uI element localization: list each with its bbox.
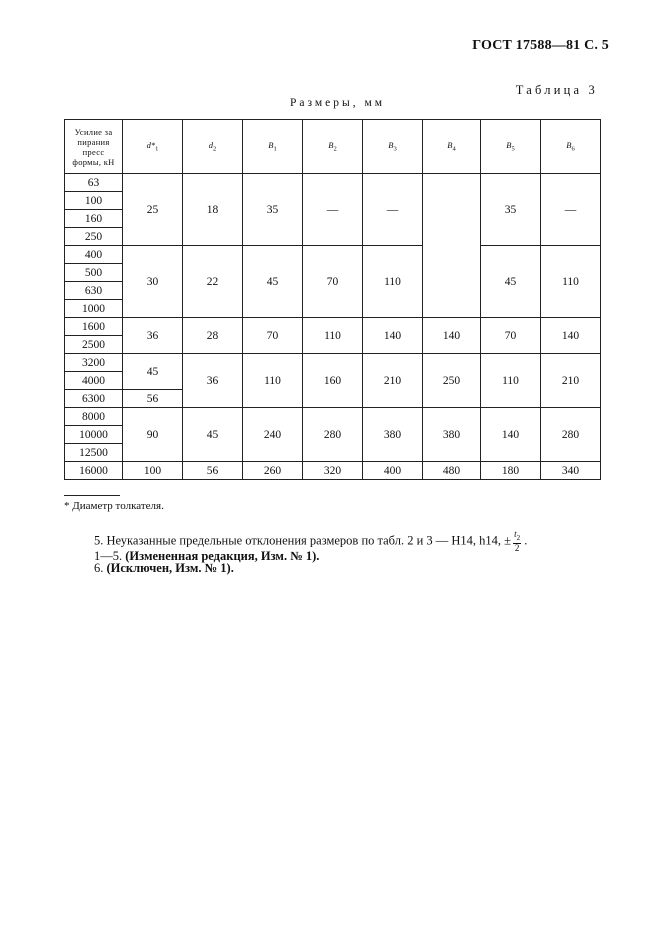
table-number: Таблица 3 [515, 83, 598, 97]
b2-cell: 70 [303, 246, 363, 318]
b6-cell: 210 [541, 354, 601, 408]
table-row [65, 354, 601, 372]
header-b4: $B_4$ [423, 120, 481, 174]
b1-cell: 45 [243, 246, 303, 318]
b4-cell: 480 [423, 462, 481, 480]
force-cell: 12500 [65, 444, 123, 462]
header-b2: $B_2$ [303, 120, 363, 174]
b2-cell: 280 [303, 408, 363, 462]
clause-5-text: 5. Неуказанные предельные отклонения размеров по табл. 2 и 3 — H14, h14, ± [94, 533, 512, 548]
force-cell: 400 [65, 246, 123, 264]
b1-cell: 260 [243, 462, 303, 480]
table-row [65, 174, 601, 192]
force-cell: 2500 [65, 336, 123, 354]
force-cell: 630 [65, 282, 123, 300]
table-row [65, 318, 601, 336]
b3-cell: 210 [363, 354, 423, 408]
b5-cell: 180 [481, 462, 541, 480]
b4-cell [423, 174, 481, 318]
dimensions-table [64, 119, 601, 480]
force-cell: 1000 [65, 300, 123, 318]
force-cell: 6300 [65, 390, 123, 408]
b1-cell: 240 [243, 408, 303, 462]
d1-cell: 90 [123, 408, 183, 462]
clause-5: 5. Неуказанные предельные отклонения размеров по табл. 2 и 3 — H14, h14, ± $\frac{t_2}{2}$ . [94, 529, 528, 553]
b4-cell: 140 [423, 318, 481, 354]
table-row [65, 462, 601, 480]
force-cell: 160 [65, 210, 123, 228]
b4-cell: 380 [423, 408, 481, 462]
b6-cell: 340 [541, 462, 601, 480]
b6-cell: — [541, 174, 601, 246]
b3-cell: 140 [363, 318, 423, 354]
force-cell: 4000 [65, 372, 123, 390]
d1-cell: 25 [123, 174, 183, 246]
b4-cell: 250 [423, 354, 481, 408]
header-b5: $B_5$ [481, 120, 541, 174]
b2-cell: — [303, 174, 363, 246]
tolerance-fraction: $\frac{t_2}{2}$ [514, 529, 521, 553]
amendment-line-1: 1—5. (Измененная редакция, Изм. № 1). [94, 549, 320, 563]
force-cell: 250 [65, 228, 123, 246]
d2-cell: 36 [183, 354, 243, 408]
header-b6: $B_6$ [541, 120, 601, 174]
units-caption: Размеры, мм [290, 97, 386, 109]
b1-cell: 70 [243, 318, 303, 354]
amendment-line-2: 6. (Исключен, Изм. № 1). [94, 561, 234, 575]
header-b1: $B_1$ [243, 120, 303, 174]
force-cell: 10000 [65, 426, 123, 444]
force-cell: 8000 [65, 408, 123, 426]
b5-cell: 110 [481, 354, 541, 408]
b3-cell: 400 [363, 462, 423, 480]
b6-cell: 110 [541, 246, 601, 318]
d1-cell: 100 [123, 462, 183, 480]
force-cell: 16000 [65, 462, 123, 480]
d2-cell: 28 [183, 318, 243, 354]
b6-cell: 280 [541, 408, 601, 462]
d1-cell: 30 [123, 246, 183, 318]
b6-cell: 140 [541, 318, 601, 354]
force-cell: 500 [65, 264, 123, 282]
b1-cell: 110 [243, 354, 303, 408]
force-cell: 63 [65, 174, 123, 192]
force-cell: 100 [65, 192, 123, 210]
table-row [65, 408, 601, 426]
d1-cell: 56 [123, 390, 183, 408]
table-row [65, 246, 601, 264]
footnote-divider [64, 495, 120, 496]
b3-cell: — [363, 174, 423, 246]
b2-cell: 160 [303, 354, 363, 408]
b5-cell: 35 [481, 174, 541, 246]
d1-cell: 36 [123, 318, 183, 354]
header-d2: $d_2$ [183, 120, 243, 174]
force-cell: 3200 [65, 354, 123, 372]
d1-cell: 45 [123, 354, 183, 390]
b1-cell: 35 [243, 174, 303, 246]
b5-cell: 70 [481, 318, 541, 354]
d2-cell: 56 [183, 462, 243, 480]
b3-cell: 110 [363, 246, 423, 318]
table-header-row [65, 120, 601, 174]
header-b3: $B_3$ [363, 120, 423, 174]
d2-cell: 22 [183, 246, 243, 318]
b3-cell: 380 [363, 408, 423, 462]
b2-cell: 110 [303, 318, 363, 354]
b5-cell: 140 [481, 408, 541, 462]
header-force: Усилие за пирания пресс формы, кН [65, 120, 123, 174]
b5-cell: 45 [481, 246, 541, 318]
b2-cell: 320 [303, 462, 363, 480]
d2-cell: 45 [183, 408, 243, 462]
header-d1: $d*_1$ [123, 120, 183, 174]
d2-cell: 18 [183, 174, 243, 246]
footnote: * Диаметр толкателя. [64, 500, 164, 512]
force-cell: 1600 [65, 318, 123, 336]
page-header: ГОСТ 17588—81 С. 5 [472, 38, 609, 53]
